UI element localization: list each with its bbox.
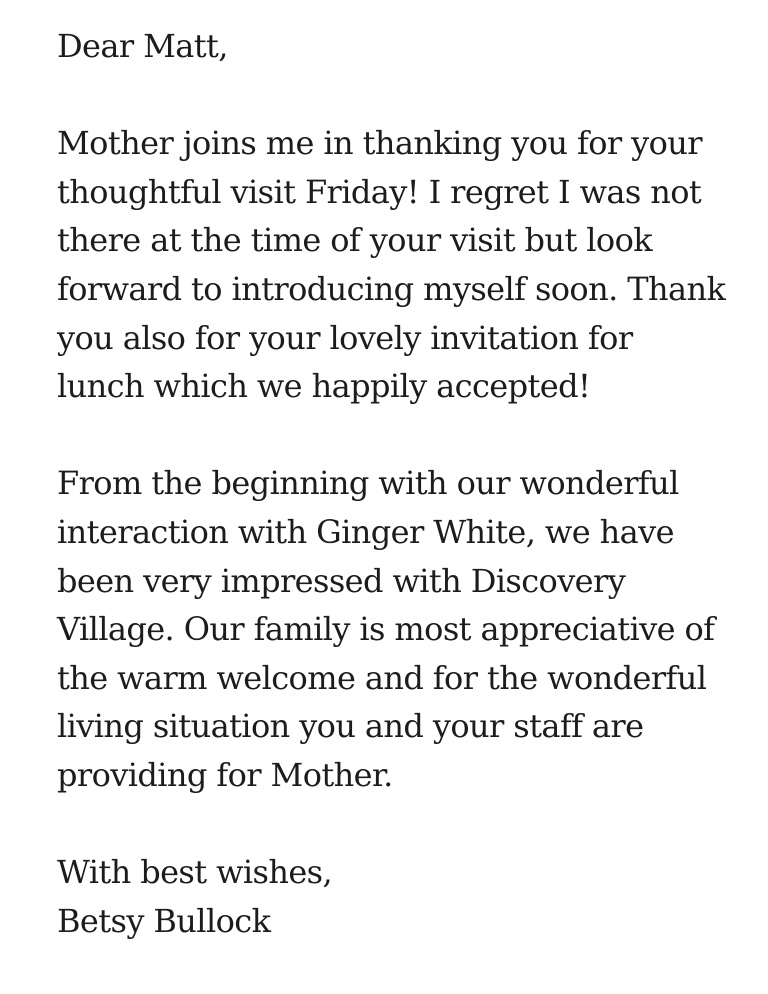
- paragraph-2-line: living situation you and your staff are: [57, 707, 644, 746]
- paragraph-1-line: thoughtful visit Friday! I regret I was not: [57, 172, 702, 211]
- closing: With best wishes,: [57, 853, 333, 892]
- paragraph-1-line: lunch which we happily accepted!: [57, 367, 591, 406]
- paragraph-gap: [57, 71, 757, 120]
- paragraph-1-line: there at the time of your visit but look: [57, 221, 653, 260]
- paragraph-2-line: been very impressed with Discovery: [57, 561, 626, 600]
- paragraph-2-line: From the beginning with our wonderful: [57, 464, 679, 503]
- paragraph-2-line: Village. Our family is most appreciative of: [57, 610, 715, 649]
- paragraph-2: [57, 459, 757, 799]
- letter: [57, 22, 757, 945]
- paragraph-gap: [57, 800, 757, 849]
- paragraph-2-line: interaction with Ginger White, we have: [57, 512, 674, 551]
- salutation: Dear Matt,: [57, 27, 228, 65]
- paragraph-1-line: you also for your lovely invitation for: [57, 318, 633, 357]
- signature: Betsy Bullock: [57, 901, 271, 940]
- paragraph-1-line: Mother joins me in thanking you for your: [57, 124, 703, 163]
- paragraph-gap: [57, 411, 757, 460]
- paragraph-1-line: forward to introducing myself soon. Thank: [57, 269, 726, 308]
- paragraph-2-line: providing for Mother.: [57, 755, 393, 794]
- paragraph-2-line: the warm welcome and for the wonderful: [57, 658, 707, 697]
- paragraph-1: [57, 119, 757, 411]
